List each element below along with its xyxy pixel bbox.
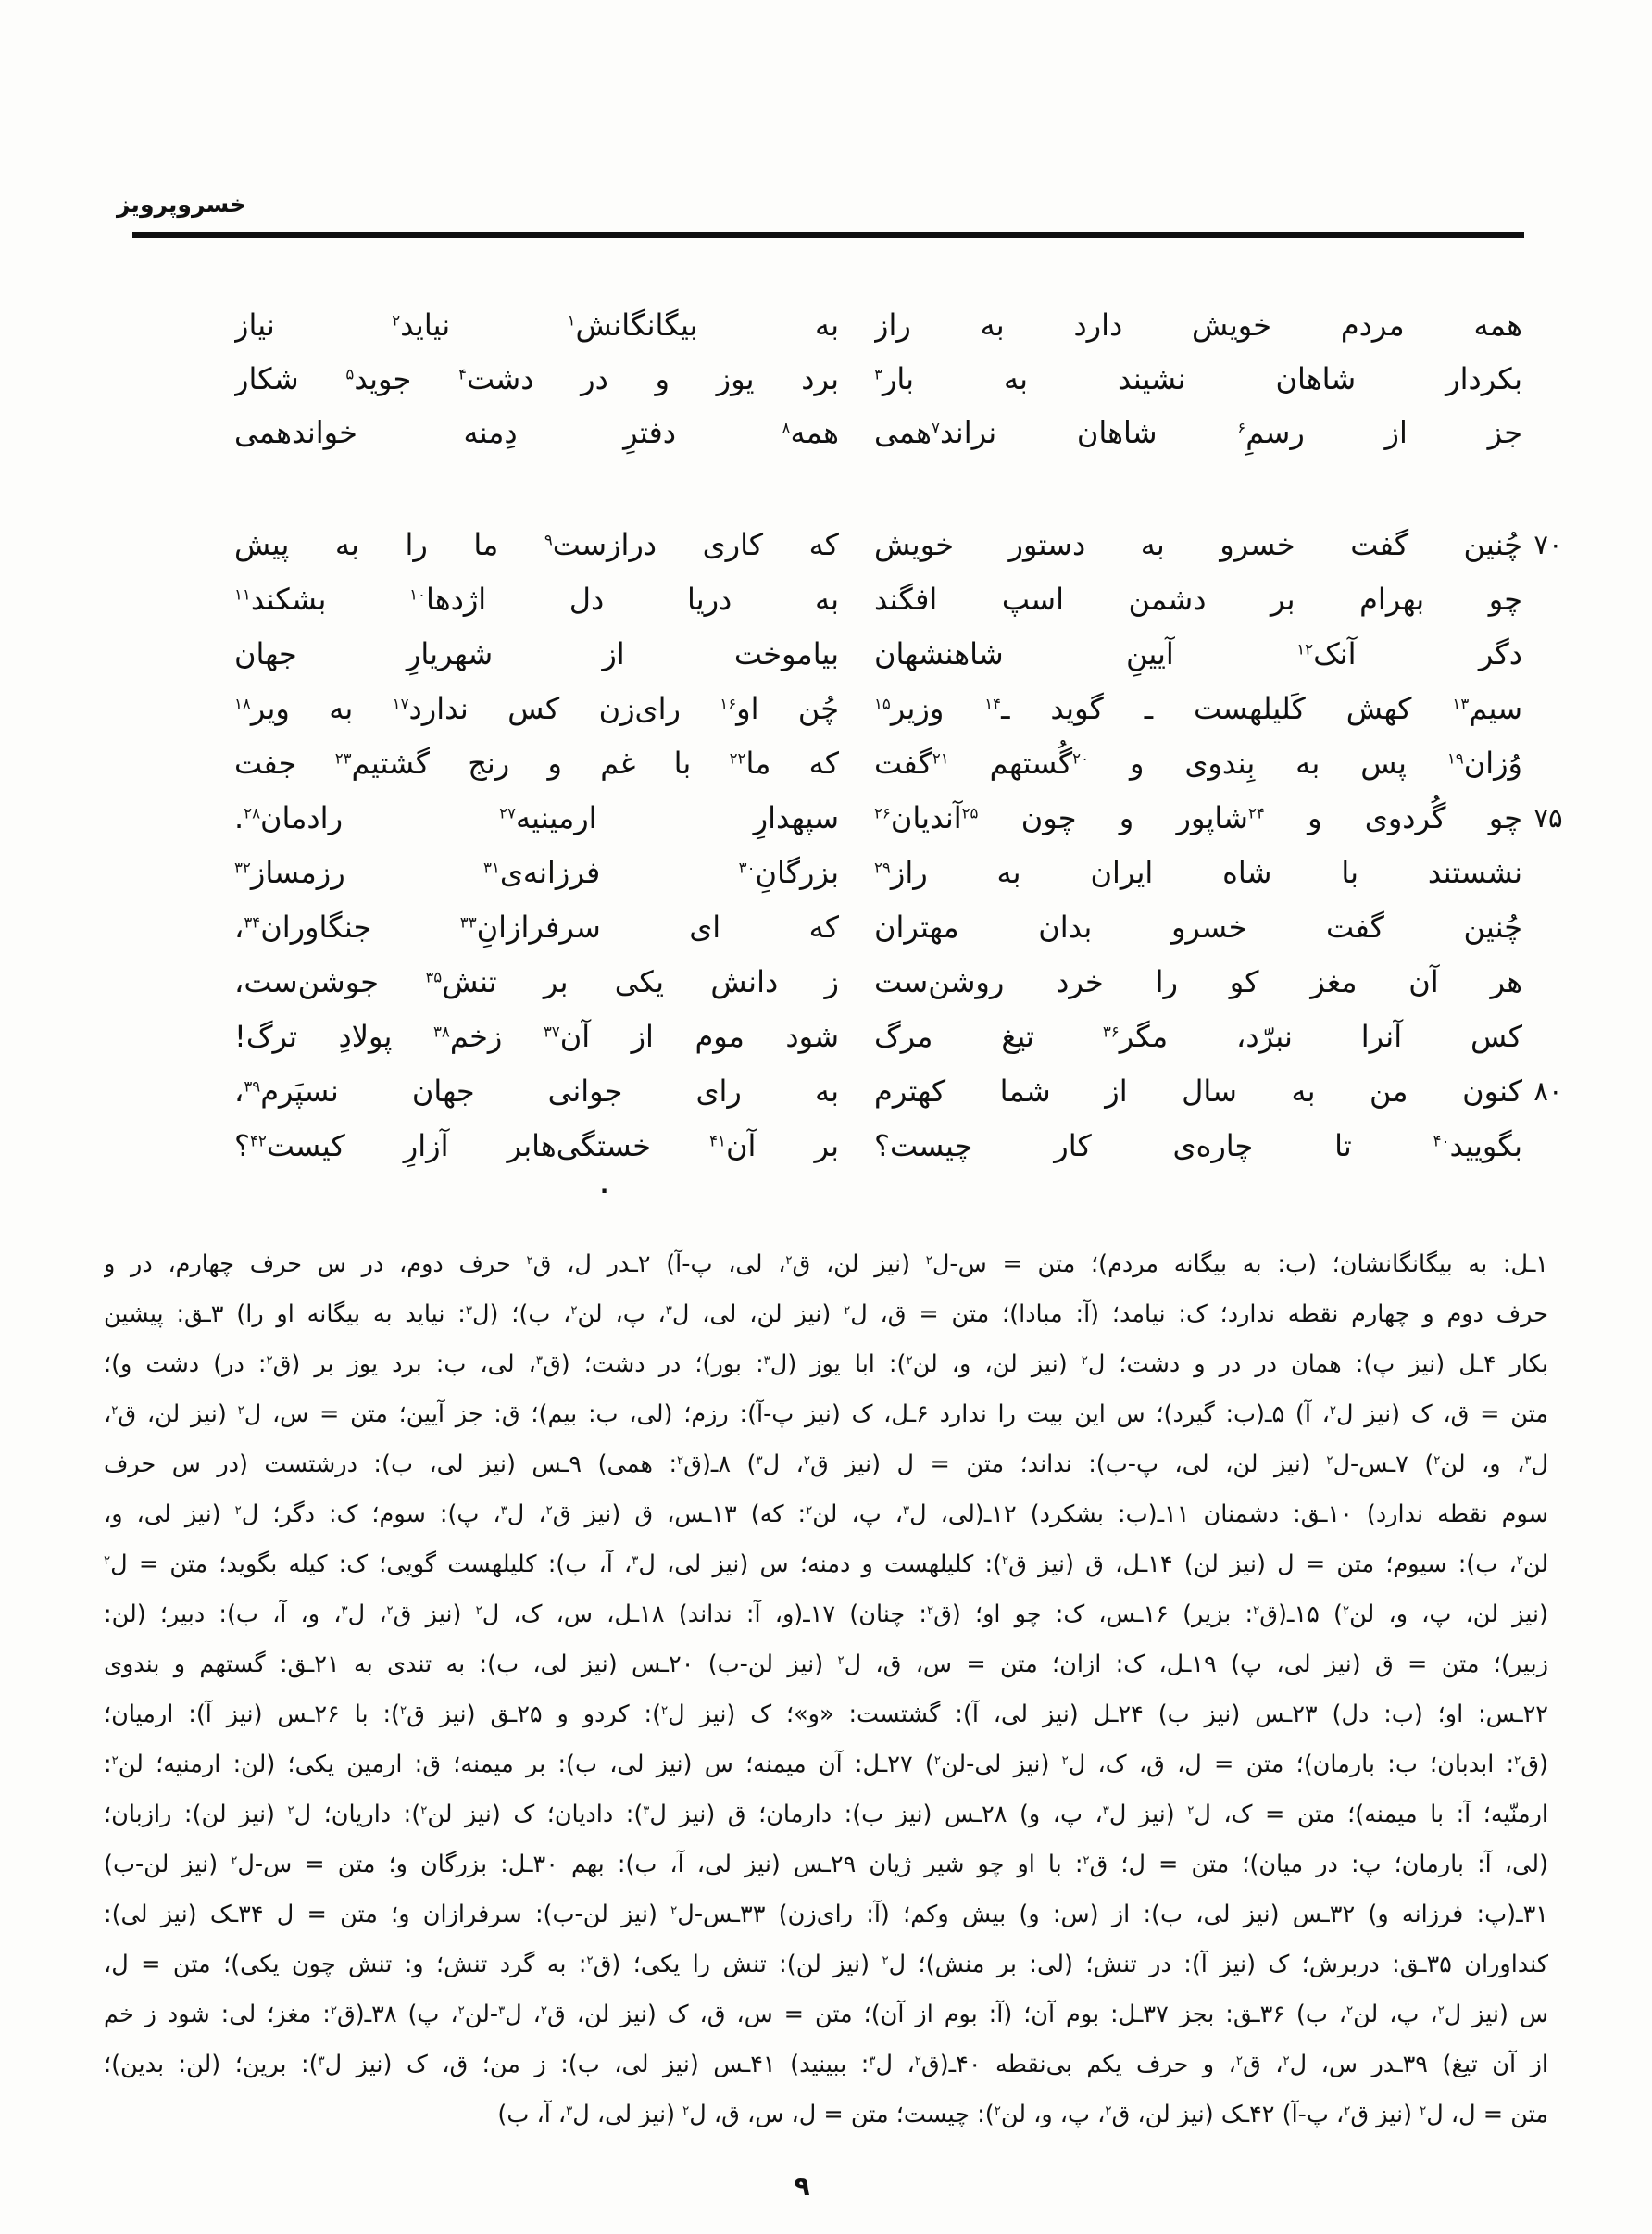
footnote-line: لن$^۲$، ب): سیوم؛ متن = ل (نیز لن) ۱۴ـل، ق (نیز ق$^۲$): کلیلهست و دمنه؛ س (نیز لی، ل$^۳$، آ، ب): کلیلهست گویی؛ ک: کیله بگوید؛ متن = ل$^۲$ — [104, 1550, 1548, 1578]
footnote-marker: ۲ — [475, 1603, 482, 1618]
footnote-marker: ۲۵ — [961, 804, 979, 822]
verse-number — [1522, 572, 1574, 627]
verse-row — [234, 298, 1574, 352]
footnote-marker: ۲ — [540, 2003, 548, 2018]
verse-row — [234, 682, 1574, 736]
footnote-marker: ۳۴ — [244, 913, 261, 932]
footnote-line: متن = ل، ل$^۲$ (نیز ق$^۲$، پ-آ) ۴۲ـک (نیز لن، ق$^۲$، پ، و، لن$^۲$): چیست؛ متن = ل، س، ق، ل$^۲$ (نیز لی، ل$^۳$، آ، ب) — [497, 2101, 1548, 2128]
footnote-marker: ۲ — [111, 1403, 119, 1418]
footnote-marker: ۲ — [803, 1453, 810, 1468]
footnote-line: بکار ۴ـل (نیز پ): همان در در و دشت؛ ل$^۲$ (نیز لن، و، لن$^۲$): ابا یوز (ل$^۳$: بور)؛ در دشت؛ (ق$^۳$، لی، ب: برد یوز بر (ق$^۲$: در) دشت و)؛ — [104, 1350, 1548, 1378]
verse-row — [234, 1010, 1574, 1064]
footnote-marker: ۲ — [926, 1603, 934, 1618]
hemistich-second: به بیگانگانش$^۱$ نیاید$^۲$ نیاز — [234, 307, 839, 343]
footnote-marker: ۳ — [566, 2103, 573, 2118]
verse-row — [234, 846, 1574, 900]
footnote-marker: ۱۸ — [234, 695, 251, 713]
footnote-marker: ۲ — [806, 1503, 813, 1518]
footnote-marker: ۲ — [677, 1453, 684, 1468]
footnote-marker: ۱۱ — [234, 585, 251, 604]
column-gutter — [839, 518, 874, 572]
footnote-marker: ۳ — [756, 1453, 763, 1468]
hemistich-first: بگویید$^{۴۰}$ تا چاره‌ی کار چیست؟ — [874, 1128, 1522, 1163]
footnote-marker: ۲ — [670, 1903, 678, 1918]
hemistich-second: بیاموخت از شهریارِ جهان — [234, 636, 839, 671]
footnote-marker: ۸ — [782, 419, 791, 437]
footnote-marker: ۲ — [457, 2003, 465, 2018]
footnote-marker: ۲ — [104, 1553, 111, 1568]
footnote-marker: ۲ — [1437, 2003, 1445, 2018]
footnote-marker: ۲۶ — [874, 804, 891, 822]
footnote-marker: ۳۷ — [543, 1023, 560, 1041]
footnote-marker: ۲ — [1514, 1753, 1521, 1768]
footnote-marker: ۲ — [287, 1803, 294, 1818]
header-rule — [132, 232, 1524, 238]
hemistich-first: چو گُردوی و $^{۲۴}$شاپور و چون $^{۲۵}$آندیان$^{۲۶}$ — [874, 800, 1522, 835]
poem-main-block — [234, 518, 1574, 1173]
footnote-marker: ۴۱ — [709, 1132, 726, 1150]
footnote-marker: ۳ — [874, 365, 882, 383]
footnote-marker: ۲ — [1081, 1353, 1088, 1368]
footnote-marker: ۳ — [632, 1553, 639, 1568]
footnote-marker: ۲ — [1187, 1803, 1195, 1818]
verse-number — [1522, 955, 1574, 1010]
footnote-marker: ۲ — [1420, 2103, 1427, 2118]
verse-row — [234, 791, 1574, 846]
footnote-marker: ۱۴ — [984, 695, 1002, 713]
footnote-marker: ۲۸ — [244, 804, 261, 822]
footnote-marker: ۲ — [925, 1253, 932, 1268]
footnote-marker: ۳ — [1102, 1803, 1109, 1818]
hemistich-second: بزرگانِ$^{۳۰}$ فرزانه‌ی$^{۳۱}$ رزمساز$^{۳۲}$ — [234, 855, 839, 890]
footnote-marker: ۶ — [1237, 419, 1246, 437]
footnote-marker: ۱۷ — [392, 695, 409, 713]
footnote-marker: ۲ — [266, 1353, 273, 1368]
footnote-marker: ۲ — [914, 2053, 921, 2068]
footnote-marker: ۳۶ — [1102, 1023, 1120, 1041]
verse-number — [1522, 298, 1574, 352]
column-gutter — [839, 736, 874, 791]
hemistich-second: چُن او$^{۱۶}$ رای‌زن کس ندارد$^{۱۷}$ به ویر$^{۱۸}$ — [234, 691, 839, 726]
footnote-marker: ۳ — [665, 1303, 672, 1318]
footnote-marker: ۳ — [341, 1603, 348, 1618]
footnote-line: ۲۲ـس: او؛ (ب: دل) ۲۳ـس (نیز ب) ۲۴ـل (نیز لی، آ): گشتست: «و»؛ ک (نیز ل$^۲$): کردو و ۲۵ـق (نیز ق$^۲$): با ۲۶ـس (نیز آ): ارمیان؛ — [104, 1701, 1548, 1728]
footnote-marker: ۲ — [1253, 1603, 1260, 1618]
footnote-marker: ۴ — [458, 365, 467, 383]
footnote-marker: ۴۰ — [1433, 1132, 1450, 1150]
footnote-marker: ۲ — [400, 1703, 407, 1718]
footnote-line: ۱ـل: به بیگانگانشان؛ (ب: به بیگانه مردم)؛ متن = س-ل$^۲$ (نیز لن، ق$^۲$، لی، پ-آ) ۲ـدر ل، ق$^۲$ حرف دوم، در س حرف چهارم، در و — [104, 1250, 1548, 1278]
footnote-marker: ۲ — [844, 1303, 851, 1318]
footnote-line: کنداوران ۳۵ـق: دربرش؛ ک (نیز آ): در تنش؛ (لی: بر منش)؛ ل$^۲$ (نیز لن): تنش را یکی؛ (ق$^۲$: به گرد تنش؛ و: تنش چون یکی)؛ متن = ل، — [104, 1951, 1548, 1978]
footnote-marker: ۲ — [994, 2103, 1001, 2118]
hemistich-first: نشستند با شاه ایران به راز$^{۲۹}$ — [874, 855, 1522, 890]
footnote-marker: ۲ — [661, 1703, 669, 1718]
verse-row — [234, 352, 1574, 406]
footnote-marker: ۲۰ — [1072, 749, 1089, 768]
hemistich-first: همه مردم خویش دارد به راز — [874, 307, 1522, 343]
footnote-marker: ۲۴ — [1247, 804, 1265, 822]
hemistich-first: کنون من به سال از شما کهترم — [874, 1073, 1522, 1109]
footnote-line: ۳۱ـ(پ: فرزانه و) ۳۲ـس (نیز لی، ب): از (س: و) بیش وکم؛ (آ: رای‌زن) ۳۳ـس-ل$^۲$ (نیز لن-ب): سرفرازان و؛ متن = ل ۳۴ـک (نیز لی): — [104, 1901, 1548, 1928]
column-gutter — [839, 1119, 874, 1173]
hemistich-first: هر آن مغز کو را خرد روشن‌ست — [874, 964, 1522, 999]
column-gutter — [839, 406, 874, 459]
verse-number: ۷۰ — [1533, 529, 1563, 560]
footnote-line: ارمنّیه؛ آ: با میمنه)؛ متن = ک، ل$^۲$ (نیز ل$^۳$، پ، و) ۲۸ـس (نیز ب): دارمان؛ ق (نیز ل$^۳$): دادیان؛ ک (نیز لن$^۲$): داریان؛ ل$^۲$ (نیز لن): رازبان؛ — [104, 1801, 1548, 1828]
hemistich-second: که ای سرفرازانِ$^{۳۳}$ جنگاوران$^{۳۴}$، — [234, 910, 839, 945]
column-gutter — [839, 846, 874, 900]
hemistich-first: دگر آنک$^{۱۲}$ آیینِ شاهنشهان — [874, 636, 1522, 671]
footnote-marker: ۲۳ — [334, 749, 352, 768]
verse-row — [234, 900, 1574, 955]
footnote-marker: ۲ — [1061, 1753, 1069, 1768]
verse-row — [234, 406, 1574, 459]
footnote-marker: ۲ — [1283, 2053, 1290, 2068]
footnote-line: (نیز لن، پ، و، لن$^۲$) ۱۵ـ(ق$^۲$: بزیر) ۱۶ـس، ک: چو او؛ (ق$^۲$: چنان) ۱۷ـ(و، آ: نداند) ۱۸ـل، س، ک، ل$^۲$ (نیز ق$^۲$، ل$^۳$، و، آ، ب): دبیر؛ (لن: — [104, 1600, 1548, 1628]
hemistich-second: به دریا دل اژدها$^{۱۰}$ بشکند$^{۱۱}$ — [234, 582, 839, 617]
footnote-marker: ۳۱ — [483, 859, 500, 877]
footnote-marker: ۲ — [234, 1503, 242, 1518]
hemistich-second: سپهدارِ ارمینیه$^{۲۷}$ رادمان$^{۲۸}$. — [234, 800, 839, 835]
hemistich-first: چُنین گفت خسرو بدان مهتران — [874, 910, 1522, 945]
verse-row — [234, 1064, 1574, 1119]
footnote-marker: ۱۶ — [720, 695, 737, 713]
footnote-marker: ۳ — [1524, 1453, 1532, 1468]
column-gutter — [839, 791, 874, 846]
footnote-line: (ق$^۲$: ابدبان؛ ب: بارمان)؛ متن = ل، ق، ک، ل$^۲$ (نیز لی-لن$^۲$) ۲۷ـل: آن میمنه؛ س (نیز لی، ب): بر میمنه؛ ق: ارمین یکی؛ (لن: ارمنیه؛ لن$^۲$: — [104, 1751, 1548, 1778]
footnote-marker: ۲ — [1344, 2103, 1351, 2118]
poem-intro-block — [234, 298, 1574, 459]
footnote-marker: ۳۸ — [432, 1023, 450, 1041]
verse-number — [1522, 846, 1574, 900]
footnote-marker: ۲ — [1516, 1553, 1523, 1568]
footnote-marker: ۲ — [906, 1353, 913, 1368]
footnote-marker: ۲ — [570, 1303, 578, 1318]
hemistich-first: وُزان$^{۱۹}$ پس به بِندوی و $^{۲۰}$گُستهم $^{۲۱}$گفت — [874, 746, 1522, 781]
footnote-marker: ۳۳ — [459, 913, 477, 932]
verse-row — [234, 736, 1574, 791]
footnote-marker: ۳ — [500, 1503, 507, 1518]
footnote-marker: ۲ — [933, 1753, 941, 1768]
verse-number — [1522, 627, 1574, 682]
verse-number — [1522, 1119, 1574, 1173]
footnote-marker: ۲ — [882, 1953, 889, 1968]
footnote-marker: ۳ — [643, 1803, 650, 1818]
footnote-marker: ۳۲ — [234, 859, 251, 877]
verse-number — [1522, 352, 1574, 406]
column-gutter — [839, 572, 874, 627]
column-gutter — [839, 682, 874, 736]
footnote-marker: ۷ — [932, 419, 940, 437]
hemistich-second: به رای جوانی جهان نسپَرم$^{۳۹}$، — [234, 1073, 839, 1109]
footnote-marker: ۲ — [386, 1603, 394, 1618]
footnote-marker: ۲ — [785, 1253, 793, 1268]
footnote-line: از آن تیغ) ۳۹ـدر س، ل$^۲$، ق$^۲$، و حرف یکم بی‌نقطه ۴۰ـ(ق$^۲$، ل$^۳$: ببینید) ۴۱ـس (نیز لی، ب): ز من؛ ق، ک (نیز ل$^۳$): برین؛ (لن: بدین)؛ — [104, 2051, 1548, 2078]
footnote-marker: ۴۲ — [249, 1132, 267, 1150]
column-gutter — [839, 955, 874, 1010]
footnote-marker: ۳۵ — [425, 968, 443, 986]
footnote-marker: ۲۹ — [874, 859, 891, 877]
verse-row — [234, 1119, 1574, 1173]
footnote-marker: ۲ — [1433, 1453, 1441, 1468]
footnote-marker: ۳۰ — [738, 859, 756, 877]
footnote-marker: ۱ — [567, 311, 576, 330]
footnote-marker: ۲ — [330, 2003, 337, 2018]
footnote-line: ل$^۳$، و، لن$^۲$) ۷ـس-ل$^۲$ (نیز لن، لی، پ-ب): نداند؛ متن = ل (نیز ق$^۲$، ل$^۳$) ۸ـ(ق$^۲$: همی) ۹ـس (نیز لی، ب): درشتست (در س حرف — [104, 1450, 1548, 1478]
footnote-marker: ۲ — [1326, 1453, 1333, 1468]
footnote-marker: ۳ — [498, 2003, 506, 2018]
footnote-line: حرف دوم و چهارم نقطه ندارد؛ ک: نیامد؛ (آ: مبادا)؛ متن = ق، ل$^۲$ (نیز لن، لی، ل$^۳$، پ، لن$^۲$، ب)؛ (ل$^۳$: نیاید به بیگانه او را) ۳ـق: پیشین — [104, 1300, 1548, 1328]
critical-apparatus — [104, 1239, 1548, 2140]
footnote-marker: ۲ — [1235, 2053, 1243, 2068]
hemistich-second: که ما$^{۲۲}$ با غم و رنج گشتیم$^{۲۳}$ جفت — [234, 746, 839, 781]
verse-number — [1522, 406, 1574, 459]
column-gutter — [839, 298, 874, 352]
verse-row — [234, 572, 1574, 627]
footnote-marker: ۲ — [837, 1653, 845, 1668]
footnote-line: (لی، آ: بارمان؛ پ: در میان)؛ متن = ل؛ ق$^۲$: با او چو شیر ژیان ۲۹ـس (نیز لی، آ، ب): بهم ۳۰ـل: بزرگان و؛ متن = س-ل$^۲$ (نیز لن-ب) — [104, 1851, 1548, 1878]
footnote-marker: ۲ — [1105, 2103, 1112, 2118]
hemistich-first: کس آنرا نبرّد، مگر$^{۳۶}$ تیغ مرگ — [874, 1019, 1522, 1054]
footnote-marker: ۳۹ — [244, 1077, 261, 1096]
hemistich-first: سیم$^{۱۳}$ کهش کَلیلهست ـ گوید ـ$^{۱۴}$ وزیر$^{۱۵}$ — [874, 691, 1522, 726]
verse-row — [234, 627, 1574, 682]
footnote-marker: ۲ — [237, 1403, 244, 1418]
footnote-marker: ۲ — [420, 1803, 428, 1818]
section-divider-dot: · — [600, 1178, 609, 1204]
footnote-line: متن = ق، ک (نیز ل$^۲$، آ) ۵ـ(ب: گیرد)؛ س این بیت را ندارد ۶ـل، ک (نیز پ-آ): رزم؛ (لی، ب: بیم)؛ ق: جز آیین؛ متن = س، ل$^۲$ (نیز لن، ق$^۲$، — [104, 1400, 1548, 1428]
running-head: خسروپرویز — [117, 191, 246, 218]
footnote-marker: ۲ — [1343, 1603, 1350, 1618]
footnote-marker: ۲ — [1002, 1553, 1009, 1568]
verse-row — [234, 518, 1574, 572]
verse-number: ۷۵ — [1533, 802, 1563, 834]
footnote-marker: ۲۲ — [729, 749, 746, 768]
column-gutter — [839, 627, 874, 682]
footnote-marker: ۲ — [111, 1753, 119, 1768]
footnote-marker: ۹ — [544, 531, 553, 549]
footnote-marker: ۱۹ — [1446, 749, 1464, 768]
hemistich-first: بکردار شاهان نشیند به بار$^۳$ — [874, 361, 1522, 396]
hemistich-second: شود موم از آن$^{۳۷}$ زخم$^{۳۸}$ پولادِ ترگ! — [234, 1019, 839, 1054]
footnote-marker: ۲ — [1329, 1403, 1337, 1418]
column-gutter — [839, 900, 874, 955]
column-gutter — [839, 1064, 874, 1119]
verse-number: ۸۰ — [1533, 1075, 1563, 1107]
hemistich-first: جز از رسمِ$^۶$ شاهان نراند$^۷$همی — [874, 415, 1522, 450]
footnote-marker: ۲۱ — [932, 749, 949, 768]
footnote-marker: ۲ — [586, 1953, 594, 1968]
footnote-line: زبیر)؛ متن = ق (نیز لی، پ) ۱۹ـل، ک: ازان؛ متن = س، ق، ل$^۲$ (نیز لن-ب) ۲۰ـس (نیز لی، ب): به تندی به ۲۱ـق: گستهم و بندوی — [104, 1650, 1548, 1678]
footnote-marker: ۱۲ — [1296, 640, 1314, 659]
footnote-marker: ۲ — [231, 1853, 238, 1868]
footnote-marker: ۵ — [345, 365, 355, 383]
footnote-marker: ۲ — [682, 2103, 690, 2118]
footnote-marker: ۳ — [902, 1503, 910, 1518]
page-number: ۹ — [794, 2171, 810, 2202]
column-gutter — [839, 1010, 874, 1064]
footnote-marker: ۱۰ — [409, 585, 426, 604]
verse-number — [1522, 900, 1574, 955]
footnote-marker: ۳ — [318, 2053, 325, 2068]
footnote-marker: ۲ — [545, 1503, 553, 1518]
footnote-marker: ۲ — [1345, 2003, 1354, 2018]
hemistich-second: ز دانش یکی بر تنش$^{۳۵}$ جوشن‌ست، — [234, 964, 839, 999]
hemistich-second: که کاری درازست$^۹$ ما را به پیش — [234, 527, 839, 562]
hemistich-first: چو بهرام بر دشمن اسپ افگند — [874, 582, 1522, 617]
footnote-marker: ۳ — [869, 2053, 876, 2068]
column-gutter — [839, 352, 874, 406]
footnote-marker: ۱۵ — [874, 695, 891, 713]
verse-number — [1522, 1010, 1574, 1064]
verse-number — [1522, 736, 1574, 791]
hemistich-second: برد یوز و در دشت$^۴$ جوید$^۵$ شکار — [234, 361, 839, 396]
footnote-marker: ۲ — [526, 1253, 533, 1268]
footnote-marker: ۲۷ — [499, 804, 516, 822]
hemistich-second: همه$^۸$ دفترِ دِمنه خواندهمی — [234, 415, 839, 450]
footnote-marker: ۳ — [535, 1353, 544, 1368]
footnote-line: س (نیز ل$^۲$، پ، لن$^۲$، ب) ۳۶ـق: بجز ۳۷ـل: بوم آن؛ (آ: بوم از آن)؛ متن = س، ق، ک (نیز لن، ق$^۲$، ل$^۳$-لن$^۲$، پ) ۳۸ـ(ق$^۲$: مغز؛ لی: شود ز خم — [104, 2001, 1548, 2028]
footnote-line: سوم نقطه ندارد) ۱۰ـق: دشمنان ۱۱ـ(ب: بشکرد) ۱۲ـ(لی، ل$^۳$، پ، لن$^۲$: که) ۱۳ـس، ق (نیز ق$^۲$، ل$^۳$، پ): سوم؛ ک: دگر؛ ل$^۲$ (نیز لی، و، — [104, 1500, 1548, 1528]
footnote-marker: ۳ — [465, 1303, 472, 1318]
verse-row — [234, 955, 1574, 1010]
hemistich-second: بر آن$^{۴۱}$ خستگی‌هابر آزارِ کیست$^{۴۲}$؟ — [234, 1128, 839, 1163]
footnote-marker: ۲ — [1083, 1853, 1090, 1868]
footnote-marker: ۲ — [392, 311, 401, 330]
hemistich-first: چُنین گفت خسرو به دستور خویش — [874, 527, 1522, 562]
footnote-marker: ۳ — [763, 1353, 770, 1368]
verse-number — [1522, 682, 1574, 736]
footnote-marker: ۱۳ — [1452, 695, 1470, 713]
